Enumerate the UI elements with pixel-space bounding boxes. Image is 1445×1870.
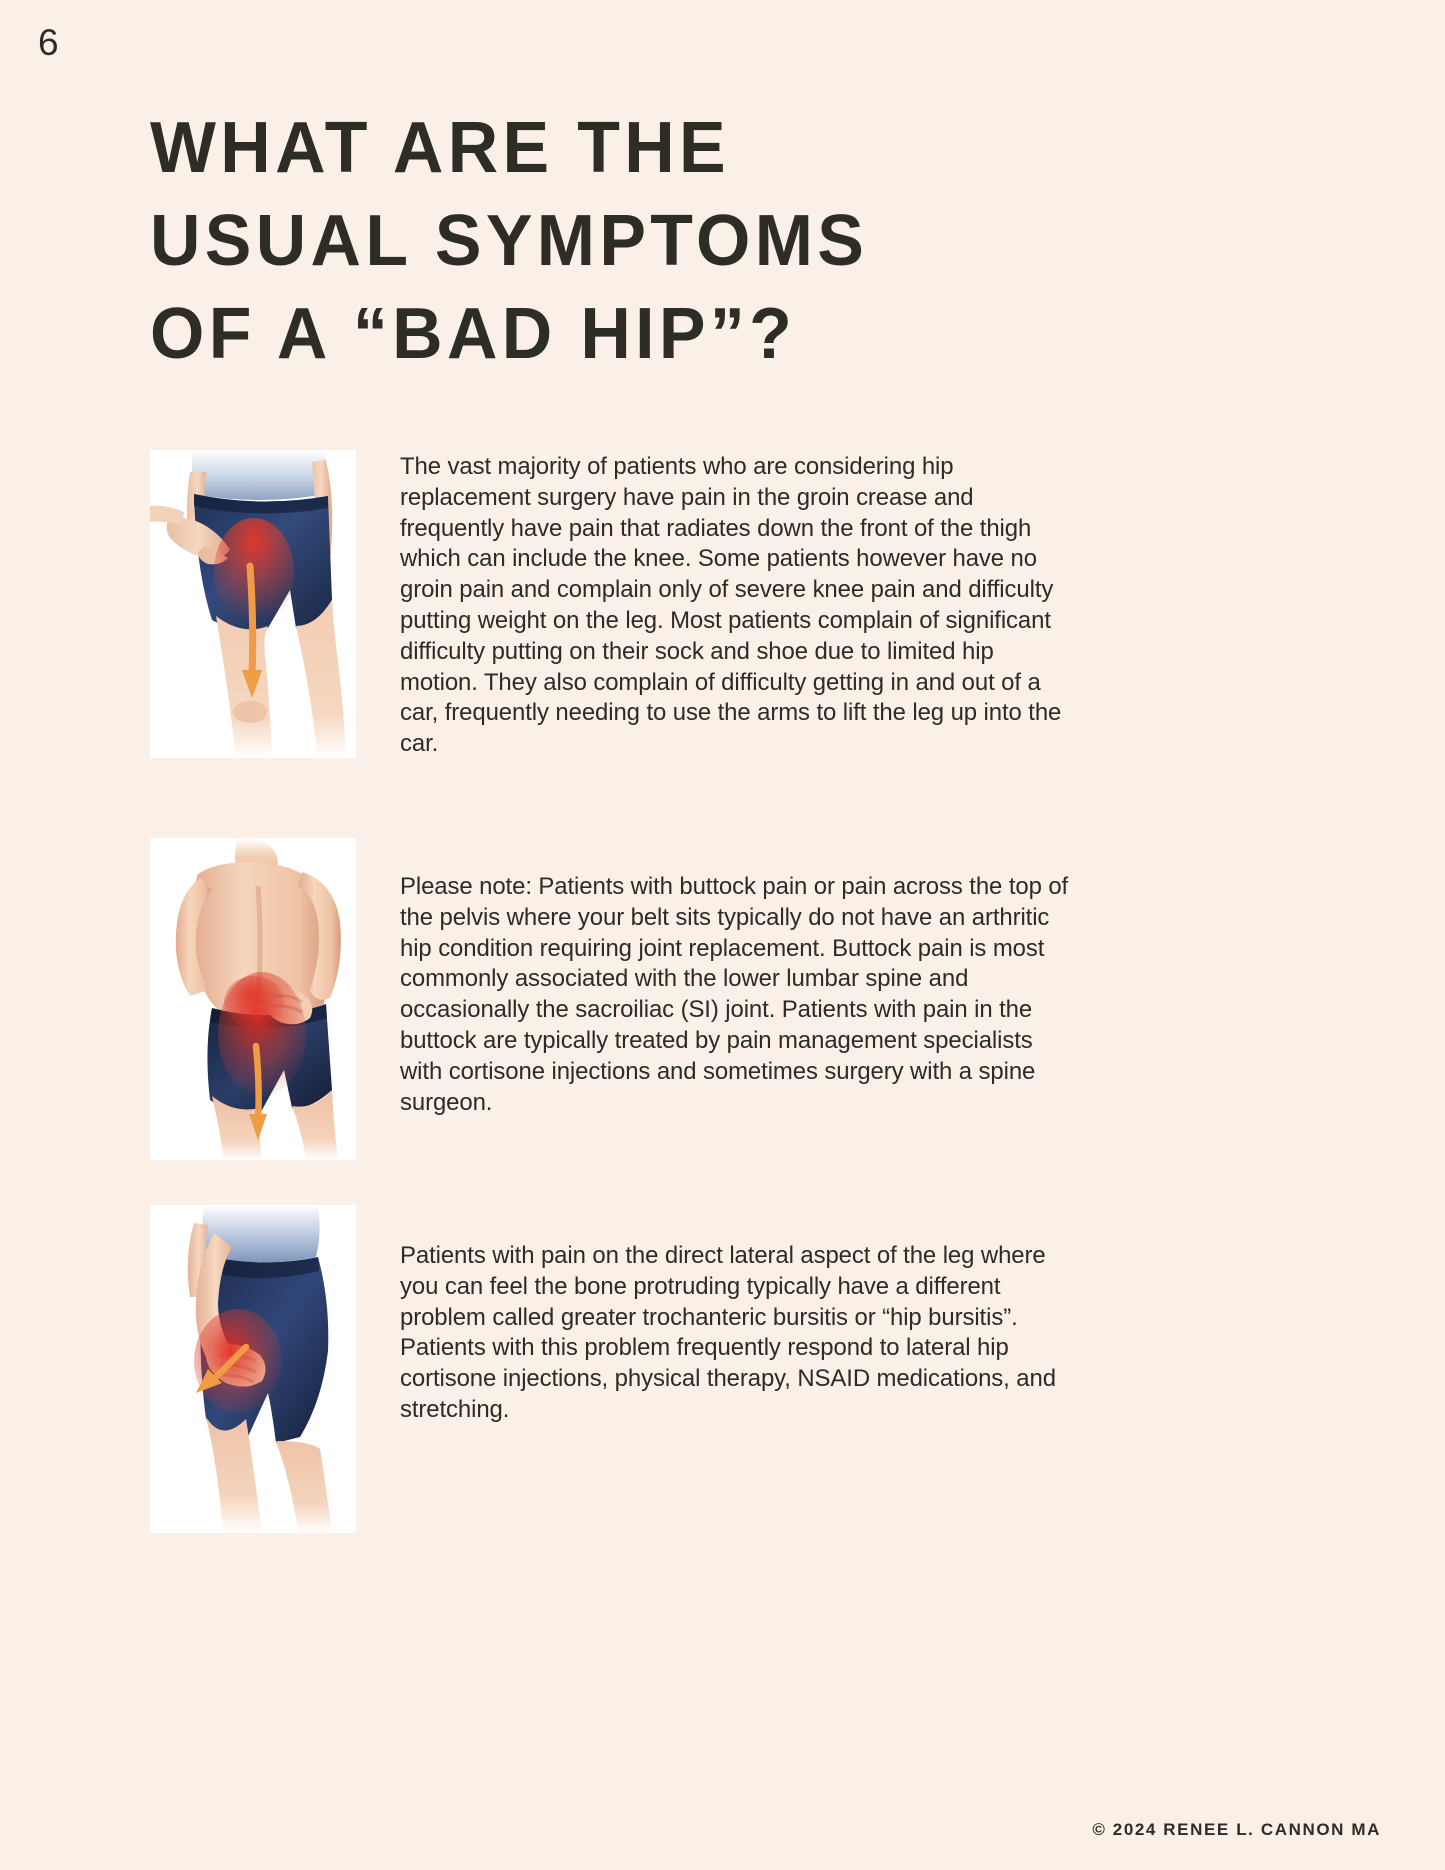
section-3-paragraph: Patients with pain on the direct lateral aspect of the leg where you can feel the bone protruding typically have a different problem called greater trochanteric bursitis or “hip bursitis”. Patients with this problem frequently respond to lateral hip cortisone injections, physical therapy, NSAID medications, and stretching.	[400, 1242, 1056, 1423]
section-3-text-column	[400, 1205, 1080, 1426]
section-2-paragraph: Please note: Patients with buttock pain or pain across the top of the pelvis where your belt sits typically do not have an arthritic hip condition requiring joint replacement. Buttock pain is most commonly associated with the lower lumbar spine and occasionally the sacroiliac (SI) joint. Patients with pain in the buttock are typically treated by pain management specialists with cortisone injections and sometimes surgery with a spine surgeon.	[400, 873, 1069, 1116]
content-section-lateral-hip-pain	[150, 1205, 1080, 1533]
content-section-groin-pain	[150, 450, 1080, 760]
section-2-text-column	[400, 838, 1080, 1118]
lateral-hip-bursitis-pain-illustration	[150, 1205, 356, 1533]
page-title-line-1: WHAT ARE THE	[150, 108, 730, 188]
section-1-text-column	[400, 450, 1080, 760]
content-section-buttock-pain	[150, 838, 1080, 1160]
page-title-line-3: OF A “BAD HIP”?	[150, 294, 797, 374]
page-number: 6	[38, 22, 59, 63]
page-title	[150, 102, 1220, 381]
copyright-footer: © 2024 RENEE L. CANNON MA	[1092, 1820, 1381, 1839]
groin-and-anterior-thigh-pain-illustration	[150, 450, 356, 758]
section-1-paragraph: The vast majority of patients who are considering hip replacement surgery have pain in the groin crease and frequently have pain that radiates down the front of the thigh which can include the knee. Some patients however have no groin pain and complain only of severe knee pain and difficulty putting weight on the leg. Most patients complain of significant difficulty putting on their sock and shoe due to limited hip motion. They also complain of difficulty getting in and out of a car, frequently needing to use the arms to lift the leg up into the car.	[400, 453, 1062, 758]
buttock-and-lower-back-pain-illustration	[150, 838, 356, 1160]
page-title-line-2: USUAL SYMPTOMS	[150, 201, 869, 281]
